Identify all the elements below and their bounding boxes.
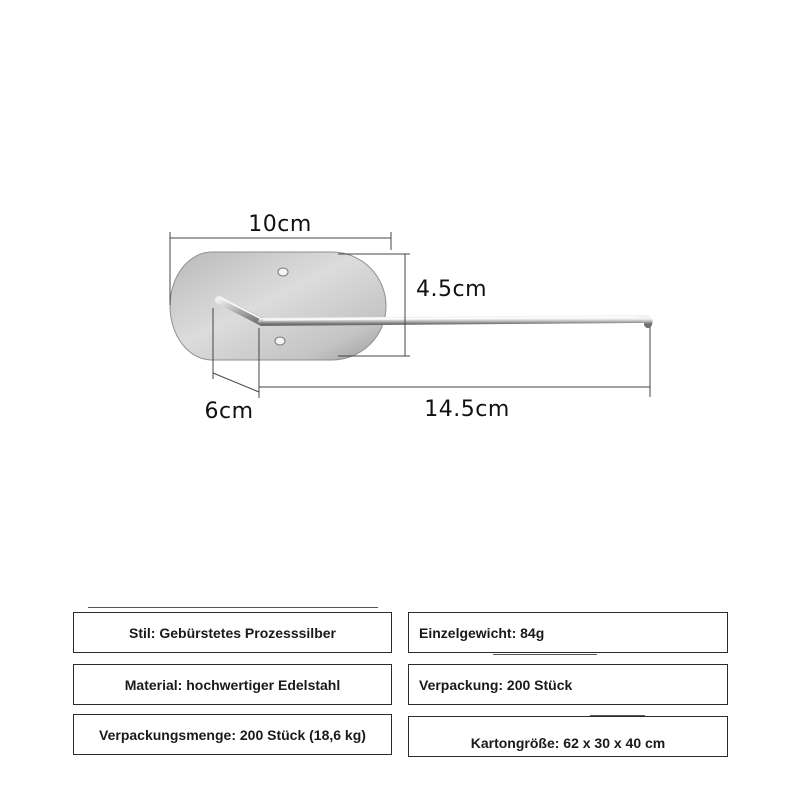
- spec-stil: Stil: Gebürstetes Prozesssilber: [73, 612, 392, 653]
- screw-hole-bottom: [275, 337, 285, 345]
- screw-hole-top: [278, 268, 288, 276]
- height-label: 4.5cm: [416, 277, 488, 302]
- spec-kartongroesse: Kartongröße: 62 x 30 x 40 cm: [408, 716, 728, 757]
- depth-label: 6cm: [204, 399, 254, 424]
- spec-material: Material: hochwertiger Edelstahl: [73, 664, 392, 705]
- spec-verpackungsmenge: Verpackungsmenge: 200 Stück (18,6 kg): [73, 714, 392, 755]
- spec-rule-top-left: [88, 607, 378, 608]
- spec-rule-mid-right: [493, 654, 597, 655]
- length-label: 14.5cm: [424, 397, 510, 422]
- spec-verpackung: Verpackung: 200 Stück: [408, 664, 728, 705]
- spec-einzelgewicht: Einzelgewicht: 84g: [408, 612, 728, 653]
- width-label: 10cm: [248, 212, 312, 237]
